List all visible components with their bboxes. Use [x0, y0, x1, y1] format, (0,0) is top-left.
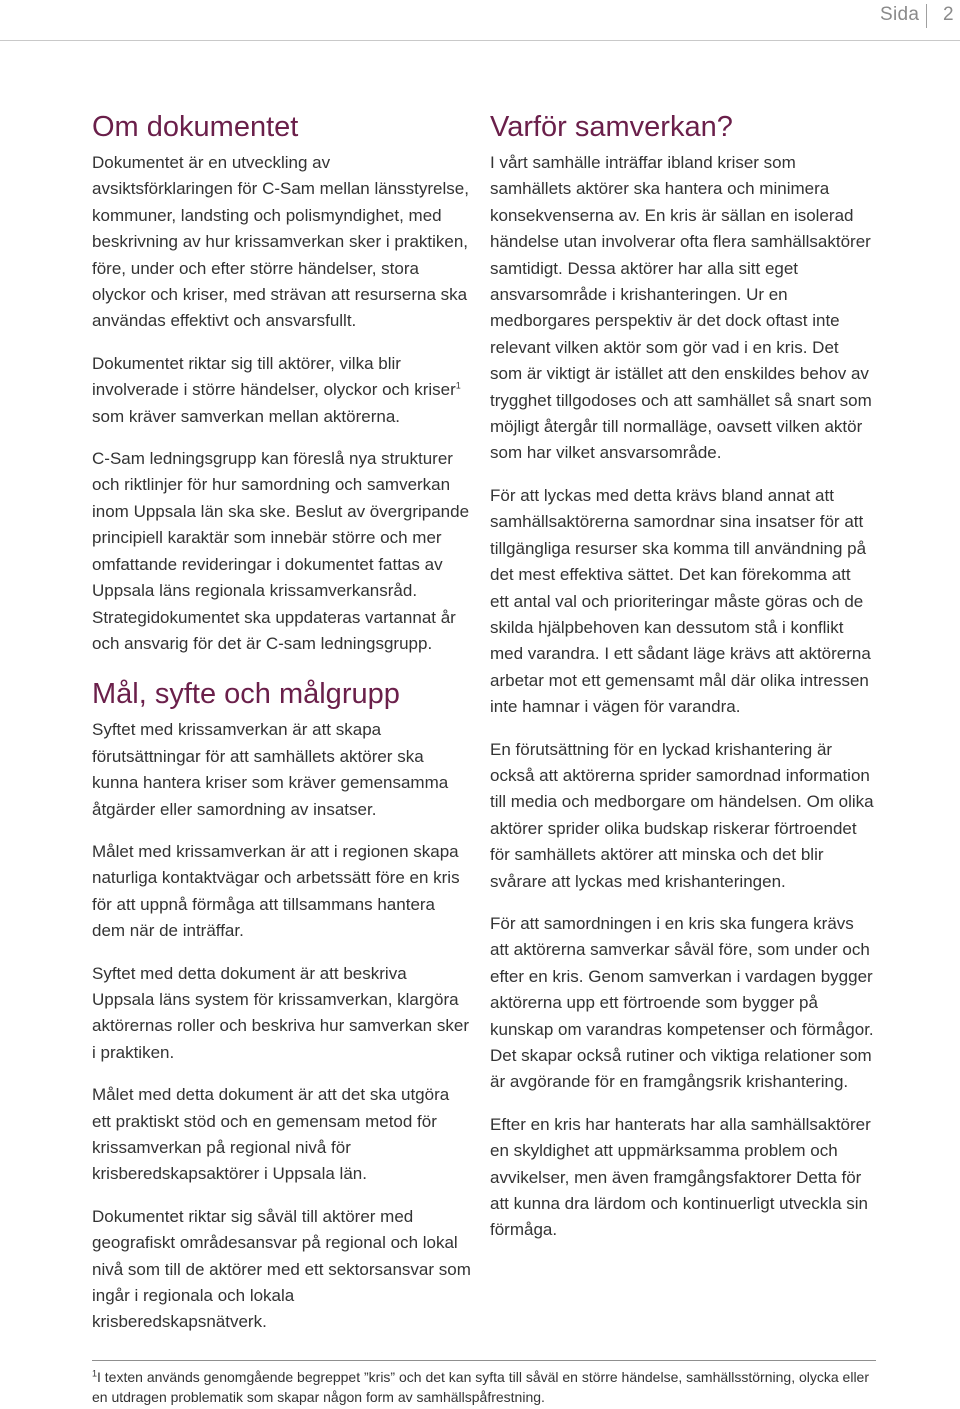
paragraph: För att lyckas med detta krävs bland annat att samhällsaktörerna samordnar sina insatser för att tillgängliga resurser ska komma till användning på det mest effektiva sättet. Det kan förekomma att ett antal val och prioriteringar måste göras och de skilda hjälpbehoven kan dessutom stå i konflikt med varandra. I ett sådant läge krävs att aktörerna arbetar mot ett gemensamt mål där olika intressen inte hamnar i vägen för varandra. — [490, 485, 871, 717]
header-rule — [0, 40, 960, 41]
page-number: 2 — [943, 4, 954, 25]
footnote — [92, 1360, 876, 1407]
page-label: Sida — [880, 4, 920, 25]
paragraph-text: som kräver samverkan mellan aktörerna. — [92, 406, 401, 426]
left-column — [92, 108, 472, 1352]
paragraph: En förutsättning för en lyckad krishantering är också att aktörerna sprider samordnad information till media och medborgare om händelsen. Om olika aktörer sprider olika budskap riskerar förtroendet för samhällets aktörer att minska och det blir svårare att lyckas med krishanteringen. — [490, 739, 874, 891]
paragraph: C-Sam ledningsgrupp kan föreslå nya strukturer och riktlinjer för hur samordning och samverkan inom Uppsala län ska ske. Beslut av övergripande principiell karaktär som innebär större och mer omfattande revideringar i dokumentet fattas av Uppsala läns regionala krissamverkansråd. Strategidokumentet ska uppdateras vartannat år och ansvarig för det är C-sam ledningsgrupp. — [92, 449, 470, 653]
paragraph-text: Dokumentet riktar sig till aktörer, vilka blir involverade i större händelser, olyckor och kriser — [92, 353, 456, 400]
heading-varfor-samverkan: Varför samverkan? — [490, 111, 733, 143]
footnote-reference[interactable]: 1 — [455, 380, 461, 391]
heading-om-dokumentet: Om dokumentet — [92, 111, 299, 143]
footnote-body: I texten används genomgående begreppet ”kris” och det kan syfta till såväl en större händelse, samhällsstörning, olycka eller en utdragen problematik som skapar någon form av samhällspåfrestning. — [92, 1369, 869, 1405]
page-header — [0, 0, 960, 42]
paragraph: Efter en kris har hanterats har alla samhällsaktörer en skyldighet att uppmärksamma problem och avvikelser, men även framgångsfaktorer Detta för att kunna dra lärdom och kontinuerligt utveckla sin förmåga. — [490, 1114, 871, 1240]
paragraph: För att samordningen i en kris ska fungera krävs att aktörerna samverkar såväl före, som under och efter en kris. Genom samverkan i vardagen bygger aktörerna upp ett förtroende som bygger på kunskap om varandras kompetenser och förmågor. Det skapar också rutiner och viktiga relationer som är avgörande för en framgångsrik krishantering. — [490, 913, 874, 1092]
paragraph: Dokumentet riktar sig såväl till aktörer med geografiskt områdesansvar på regional och lokal nivå som till de aktörer med ett sektorsansvar som ingår i regionala och lokala krisberedskapsnätverk. — [92, 1206, 471, 1332]
paragraph: Målet med krissamverkan är att i regionen skapa naturliga kontaktvägar och arbetssätt före en kris för att uppnå förmåga att tillsammans hantera dem när de inträffar. — [92, 841, 460, 941]
header-separator — [926, 4, 927, 28]
paragraph: Syftet med krissamverkan är att skapa förutsättningar för att samhällets aktörer ska kunna hantera kriser som kräver gemensamma åtgärder eller samordning av insatser. — [92, 720, 449, 819]
right-column — [490, 108, 874, 1260]
footnote-rule — [92, 1360, 876, 1361]
paragraph: Målet med detta dokument är att det ska utgöra ett praktiskt stöd och en gemensam metod för krissamverkan på regional nivå för krisberedskapsaktörer i Uppsala län. — [92, 1085, 450, 1184]
paragraph: I vårt samhälle inträffar ibland kriser som samhällets aktörer ska hantera och minimera konsekvenserna av. En kris är sällan en isolerad händelse utan involverar ofta flera samhällsaktörer samtidigt. Dessa aktörer har alla sitt eget ansvarsområde i krishanteringen. Ur en medborgares perspektiv är det dock oftast inte relevant vilken aktör som gör vad i en kris. Det som är viktigt är istället att den enskildes behov av trygghet tillgodoses och att samhället så snart som möjligt återgår till normalläge, oavsett vilken aktör som har vilket ansvarsområde. — [490, 153, 872, 463]
paragraph: Syftet med detta dokument är att beskriva Uppsala läns system för krissamverkan, klargöra aktörernas roller och beskriva hur samverkan sker i praktiken. — [92, 963, 469, 1062]
footnote-text — [92, 1367, 876, 1407]
paragraph — [92, 351, 472, 430]
footnote-mark: 1 — [92, 1368, 98, 1379]
paragraph: Dokumentet är en utveckling av avsiktsförklaringen för C-Sam mellan länsstyrelse, kommuner, landsting och polismyndighet, med beskrivning av hur krissamverkan sker i praktiken, före, under och efter större händelser, stora olyckor och kriser, med strävan att resurserna ska användas effektivt och ansvarsfullt. — [92, 153, 469, 331]
heading-mal-syfte-malgrupp: Mål, syfte och målgrupp — [92, 678, 400, 711]
